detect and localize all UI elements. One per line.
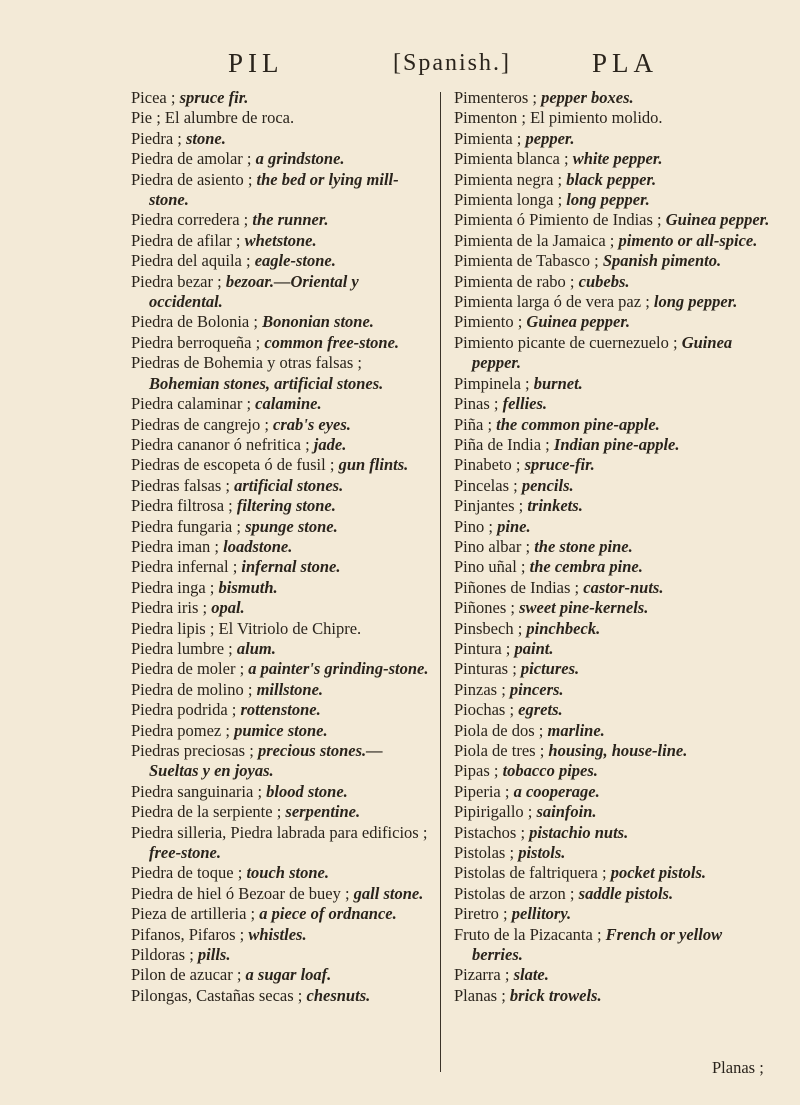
entry-headword: Pimienta de Tabasco ; bbox=[454, 251, 603, 271]
entry-translation: artificial stones. bbox=[234, 475, 344, 495]
entry-translation: serpentine. bbox=[285, 802, 361, 822]
entry-translation: pine. bbox=[497, 516, 531, 536]
entry-headword: Pizarra ; bbox=[454, 965, 514, 985]
dictionary-entry bbox=[454, 231, 770, 251]
entry-translation: housing, house-line. bbox=[548, 741, 688, 760]
entry-translation: spruce fir. bbox=[179, 88, 249, 107]
entry-translation: pistachio nuts. bbox=[529, 822, 629, 842]
entry-translation: marline. bbox=[547, 720, 605, 740]
dictionary-entry bbox=[131, 455, 435, 475]
entry-translation: precious stones.— Sueltas y en joyas. bbox=[149, 741, 383, 781]
entry-translation: long pepper. bbox=[566, 190, 650, 210]
dictionary-entry bbox=[454, 680, 770, 700]
dictionary-entry bbox=[454, 455, 770, 475]
dictionary-entry bbox=[131, 251, 435, 271]
entry-translation: bismuth. bbox=[218, 577, 278, 597]
entry-headword: Fruto de la Pizacanta ; bbox=[454, 924, 606, 944]
entry-translation: common free-stone. bbox=[264, 332, 400, 352]
entry-translation: gun flints. bbox=[338, 455, 409, 475]
dictionary-entry bbox=[454, 394, 770, 414]
dictionary-entry bbox=[454, 88, 770, 108]
entry-headword: Pinabeto ; bbox=[454, 455, 525, 475]
dictionary-entry bbox=[454, 129, 770, 149]
entry-translation: the bed or lying mill-stone. bbox=[149, 169, 399, 210]
entry-translation: cubebs. bbox=[578, 271, 630, 291]
dictionary-entry bbox=[454, 904, 770, 924]
entry-headword: Piedra corredera ; bbox=[131, 210, 253, 230]
entry-headword: Pinas ; bbox=[454, 394, 503, 414]
entry-translation: Indian pine-apple. bbox=[553, 434, 680, 454]
entry-translation: Guinea pepper. bbox=[472, 332, 733, 373]
header-left-guideword: PIL bbox=[228, 48, 284, 78]
entry-headword: Pimienta negra ; bbox=[454, 169, 567, 189]
entry-headword: Pino ; bbox=[454, 516, 498, 536]
dictionary-entry bbox=[131, 353, 435, 394]
entry-headword: Piedra sanguinaria ; bbox=[131, 781, 267, 801]
dictionary-entry bbox=[454, 251, 770, 271]
entry-headword: Pimienta de rabo ; bbox=[454, 271, 579, 291]
entry-translation: the common pine-apple. bbox=[496, 414, 660, 434]
dictionary-entry bbox=[131, 802, 435, 822]
dictionary-entry bbox=[131, 170, 435, 211]
entry-headword: Pimienta ; bbox=[454, 128, 526, 148]
entry-translation: brick trowels. bbox=[509, 985, 602, 1005]
dictionary-entry bbox=[131, 721, 435, 741]
entry-translation: a cooperage. bbox=[513, 781, 600, 801]
entry-translation: saddle pistols. bbox=[578, 883, 674, 903]
dictionary-entry bbox=[131, 741, 435, 782]
dictionary-entry bbox=[454, 925, 770, 966]
entry-headword: Piperia ; bbox=[454, 781, 514, 801]
entry-headword: Pimiento picante de cuernezuelo ; bbox=[454, 332, 682, 352]
dictionary-entry bbox=[454, 333, 770, 374]
entry-translation: Bononian stone. bbox=[262, 312, 374, 332]
entry-headword: Piedra bezar ; bbox=[131, 271, 226, 291]
entry-headword: Pildoras ; bbox=[131, 945, 198, 965]
dictionary-entry bbox=[131, 986, 435, 1006]
entry-translation: slate. bbox=[513, 965, 549, 985]
entry-headword: Piedra inga ; bbox=[131, 577, 219, 597]
entry-translation: bezoar.—Oriental y occidental. bbox=[149, 271, 359, 312]
dictionary-entry bbox=[131, 333, 435, 353]
entry-translation: infernal stone. bbox=[241, 557, 341, 577]
dictionary-entry bbox=[131, 394, 435, 414]
dictionary-entry bbox=[454, 149, 770, 169]
dictionary-entry bbox=[131, 904, 435, 924]
entry-translation: fellies. bbox=[502, 394, 548, 414]
entry-headword: Pistolas de arzon ; bbox=[454, 883, 579, 903]
dictionary-entry bbox=[454, 965, 770, 985]
entry-headword: Pimienta larga ó de vera paz ; bbox=[454, 292, 654, 312]
entry-translation: a painter's grinding-stone. bbox=[248, 659, 429, 679]
dictionary-entry bbox=[454, 190, 770, 210]
entry-headword: Pimienta blanca ; bbox=[454, 149, 573, 169]
dictionary-entry bbox=[454, 598, 770, 618]
dictionary-entry bbox=[131, 680, 435, 700]
entry-headword: Pintura ; bbox=[454, 638, 515, 658]
entry-translation: spruce-fir. bbox=[524, 455, 595, 475]
dictionary-entry bbox=[131, 925, 435, 945]
dictionary-entry bbox=[131, 659, 435, 679]
dictionary-entry bbox=[454, 802, 770, 822]
entry-translation: pinchbeck. bbox=[526, 618, 601, 638]
dictionary-entry bbox=[131, 619, 435, 639]
dictionary-entry bbox=[454, 517, 770, 537]
dictionary-entry bbox=[131, 578, 435, 598]
entry-translation: a sugar loaf. bbox=[245, 965, 332, 985]
entry-headword: Piedra ; bbox=[131, 128, 186, 148]
entry-translation: Bohemian stones, artificial stones. bbox=[149, 373, 384, 393]
entry-translation: alum. bbox=[236, 638, 276, 658]
dictionary-entry bbox=[131, 88, 435, 108]
dictionary-entry bbox=[131, 108, 435, 128]
entry-translation: the cembra pine. bbox=[529, 557, 643, 577]
entry-headword: Pimpinela ; bbox=[454, 373, 534, 393]
right-column bbox=[454, 88, 770, 1006]
entry-headword: Piedra de Bolonia ; bbox=[131, 312, 263, 332]
entry-headword: Piola de tres ; bbox=[454, 741, 549, 760]
entry-translation: a piece of ordnance. bbox=[259, 904, 397, 924]
entry-translation: rottenstone. bbox=[240, 700, 321, 720]
entry-translation: pimento or all-spice. bbox=[618, 230, 758, 250]
entry-headword: Pimienta de la Jamaica ; bbox=[454, 230, 619, 250]
entry-headword: Pimiento ; bbox=[454, 312, 527, 332]
dictionary-entry bbox=[454, 210, 770, 230]
entry-headword: Piedra cananor ó nefritica ; bbox=[131, 434, 314, 454]
dictionary-entry bbox=[131, 435, 435, 455]
entry-headword: Pino albar ; bbox=[454, 536, 535, 556]
entry-translation: white pepper. bbox=[572, 149, 663, 169]
dictionary-entry bbox=[131, 272, 435, 313]
header-language-label: [Spanish.] bbox=[393, 50, 511, 76]
entry-headword: Pistolas de faltriquera ; bbox=[454, 863, 611, 883]
dictionary-entry bbox=[131, 517, 435, 537]
entry-translation: sweet pine-kernels. bbox=[519, 598, 649, 618]
entry-headword: Piedra pomez ; bbox=[131, 720, 235, 740]
entry-headword: Piedra de la serpiente ; bbox=[131, 802, 286, 822]
entry-translation: pictures. bbox=[520, 659, 580, 679]
entry-headword: Picea ; bbox=[131, 88, 180, 107]
entry-headword: Pinzas ; bbox=[454, 679, 510, 699]
entry-headword: Piola de dos ; bbox=[454, 720, 548, 740]
entry-headword: Pilon de azucar ; bbox=[131, 965, 246, 985]
dictionary-entry bbox=[131, 231, 435, 251]
dictionary-entry bbox=[131, 823, 435, 864]
entry-translation: whistles. bbox=[248, 924, 307, 944]
left-column bbox=[131, 88, 435, 1006]
entry-headword: Pimienta longa ; bbox=[454, 190, 567, 210]
entry-headword: Pincelas ; bbox=[454, 475, 522, 495]
entry-headword: Piedras de Bohemia y otras falsas ; bbox=[131, 353, 362, 373]
entry-headword: Piochas ; bbox=[454, 700, 519, 720]
dictionary-entry bbox=[454, 884, 770, 904]
dictionary-entry bbox=[454, 496, 770, 516]
dictionary-entry bbox=[131, 863, 435, 883]
entry-headword: Planas ; bbox=[454, 985, 510, 1005]
entry-translation: opal. bbox=[211, 598, 245, 618]
entry-headword: Piña de India ; bbox=[454, 434, 554, 454]
entry-headword: Piedra calaminar ; bbox=[131, 394, 256, 414]
entry-translation: eagle-stone. bbox=[254, 251, 336, 271]
dictionary-entry bbox=[131, 210, 435, 230]
dictionary-entry bbox=[454, 700, 770, 720]
entry-headword: Piedra del aquila ; bbox=[131, 251, 255, 271]
entry-translation: the runner. bbox=[252, 210, 329, 230]
entry-headword: Pistachos ; bbox=[454, 822, 530, 842]
catchword: Planas ; bbox=[712, 1058, 764, 1077]
entry-headword: Pifanos, Pifaros ; bbox=[131, 924, 249, 944]
entry-translation: egrets. bbox=[518, 700, 563, 720]
dictionary-entry bbox=[131, 884, 435, 904]
entry-headword: Piedra podrida ; bbox=[131, 700, 241, 720]
entry-translation: tobacco pipes. bbox=[502, 761, 598, 781]
dictionary-entry bbox=[454, 986, 770, 1006]
entry-headword: Pinturas ; bbox=[454, 659, 521, 679]
dictionary-entry bbox=[131, 700, 435, 720]
dictionary-entry bbox=[131, 965, 435, 985]
entry-headword: Piedra iman ; bbox=[131, 536, 224, 556]
entry-translation: filtering stone. bbox=[236, 496, 336, 516]
entry-headword: Piedra de asiento ; bbox=[131, 169, 257, 189]
entry-translation: pincers. bbox=[509, 679, 564, 699]
dictionary-entry bbox=[131, 496, 435, 516]
dictionary-entry bbox=[131, 557, 435, 577]
entry-headword: Piedra de molino ; bbox=[131, 679, 257, 699]
entry-translation: crab's eyes. bbox=[273, 414, 351, 434]
entry-headword: Piñones de Indias ; bbox=[454, 577, 584, 597]
dictionary-entry bbox=[454, 108, 770, 128]
dictionary-entry bbox=[454, 374, 770, 394]
entry-headword: Piedra filtrosa ; bbox=[131, 496, 237, 516]
entry-headword: Pieza de artilleria ; bbox=[131, 904, 260, 924]
entry-headword: Pie ; El alumbre de roca. bbox=[131, 108, 295, 128]
entry-translation: pistols. bbox=[518, 843, 566, 863]
entry-translation: chesnuts. bbox=[306, 985, 371, 1005]
entry-translation: Guinea pepper. bbox=[526, 312, 631, 332]
dictionary-entry bbox=[454, 741, 770, 761]
entry-headword: Piedra de hiel ó Bezoar de buey ; bbox=[131, 883, 354, 903]
dictionary-entry bbox=[131, 782, 435, 802]
dictionary-entry bbox=[454, 170, 770, 190]
entry-headword: Piedra de toque ; bbox=[131, 863, 247, 883]
entry-translation: the stone pine. bbox=[534, 536, 633, 556]
entry-translation: pumice stone. bbox=[234, 720, 328, 740]
dictionary-entry bbox=[454, 272, 770, 292]
entry-translation: jade. bbox=[313, 434, 347, 454]
entry-translation: burnet. bbox=[533, 373, 583, 393]
entry-translation: blood stone. bbox=[266, 781, 348, 801]
entry-translation: touch stone. bbox=[246, 863, 329, 883]
entry-headword: Piedra silleria, Piedra labrada para edificios ; bbox=[131, 822, 428, 842]
dictionary-entry bbox=[454, 659, 770, 679]
entry-headword: Piedra fungaria ; bbox=[131, 516, 246, 536]
dictionary-entry bbox=[131, 639, 435, 659]
dictionary-entry bbox=[454, 782, 770, 802]
entry-headword: Pistolas ; bbox=[454, 843, 519, 863]
entry-headword: Piedra de amolar ; bbox=[131, 149, 256, 169]
dictionary-entry bbox=[454, 435, 770, 455]
entry-headword: Pipirigallo ; bbox=[454, 802, 537, 822]
entry-translation: pepper boxes. bbox=[541, 88, 634, 107]
entry-translation: Guinea pepper. bbox=[665, 210, 770, 230]
dictionary-entry bbox=[131, 476, 435, 496]
entry-translation: millstone. bbox=[256, 679, 324, 699]
dictionary-entry bbox=[454, 557, 770, 577]
entry-headword: Piedra berroqueña ; bbox=[131, 332, 265, 352]
entry-translation: paint. bbox=[514, 638, 554, 658]
entry-translation: loadstone. bbox=[223, 536, 293, 556]
entry-translation: calamine. bbox=[255, 394, 322, 414]
entry-headword: Piedra iris ; bbox=[131, 598, 212, 618]
entry-translation: pellitory. bbox=[511, 904, 572, 924]
dictionary-entry bbox=[454, 415, 770, 435]
entry-headword: Pipas ; bbox=[454, 761, 503, 781]
entry-headword: Pimienta ó Pimiento de Indias ; bbox=[454, 210, 666, 230]
page-header bbox=[0, 48, 800, 84]
entry-translation: spunge stone. bbox=[245, 516, 338, 536]
entry-headword: Pimenteros ; bbox=[454, 88, 542, 107]
entry-headword: Piedra de afilar ; bbox=[131, 230, 245, 250]
entry-translation: castor-nuts. bbox=[583, 577, 664, 597]
dictionary-entry bbox=[454, 312, 770, 332]
entry-headword: Pilongas, Castañas secas ; bbox=[131, 985, 307, 1005]
entry-headword: Pino uñal ; bbox=[454, 557, 530, 577]
entry-translation: pocket pistols. bbox=[610, 863, 707, 883]
entry-headword: Piedra infernal ; bbox=[131, 557, 242, 577]
dictionary-entry bbox=[454, 619, 770, 639]
entry-translation: French or yellow berries. bbox=[472, 924, 723, 965]
header-right-guideword: PLA bbox=[592, 48, 659, 78]
entry-headword: Piedras de cangrejo ; bbox=[131, 414, 274, 434]
entry-headword: Piedras falsas ; bbox=[131, 475, 235, 495]
entry-headword: Pimenton ; El pimiento molido. bbox=[454, 108, 663, 128]
entry-headword: Piedras preciosas ; bbox=[131, 741, 258, 760]
dictionary-entry bbox=[454, 843, 770, 863]
entry-headword: Pinjantes ; bbox=[454, 496, 528, 516]
dictionary-entry bbox=[454, 863, 770, 883]
entry-headword: Piedras de escopeta ó de fusil ; bbox=[131, 455, 339, 475]
entry-headword: Pinsbech ; bbox=[454, 618, 527, 638]
dictionary-entry bbox=[131, 312, 435, 332]
dictionary-entry bbox=[454, 761, 770, 781]
dictionary-entry bbox=[131, 945, 435, 965]
entry-headword: Piedra de moler ; bbox=[131, 659, 249, 679]
dictionary-entry bbox=[131, 149, 435, 169]
entry-translation: gall stone. bbox=[353, 883, 424, 903]
entry-headword: Piedra lumbre ; bbox=[131, 638, 237, 658]
entry-translation: trinkets. bbox=[527, 496, 583, 516]
dictionary-entry bbox=[454, 721, 770, 741]
entry-headword: Piñones ; bbox=[454, 598, 520, 618]
dictionary-entry bbox=[131, 537, 435, 557]
dictionary-entry bbox=[131, 598, 435, 618]
entry-translation: sainfoin. bbox=[536, 802, 597, 822]
entry-translation: pencils. bbox=[521, 475, 574, 495]
column-divider bbox=[440, 92, 441, 1072]
entry-translation: a grindstone. bbox=[255, 149, 345, 169]
entry-translation: long pepper. bbox=[653, 292, 738, 312]
dictionary-entry bbox=[454, 537, 770, 557]
entry-headword: Piedra lipis ; El Vitriolo de Chipre. bbox=[131, 618, 362, 638]
dictionary-entry bbox=[454, 639, 770, 659]
dictionary-entry bbox=[454, 578, 770, 598]
entry-translation: pills. bbox=[197, 945, 231, 965]
entry-headword: Piretro ; bbox=[454, 904, 512, 924]
entry-translation: black pepper. bbox=[566, 169, 657, 189]
dictionary-entry bbox=[131, 415, 435, 435]
entry-translation: whetstone. bbox=[244, 230, 317, 250]
entry-translation: stone. bbox=[186, 128, 226, 148]
entry-translation: Spanish pimento. bbox=[602, 251, 722, 271]
dictionary-entry bbox=[454, 823, 770, 843]
entry-translation: free-stone. bbox=[149, 843, 221, 863]
dictionary-entry bbox=[131, 129, 435, 149]
entry-headword: Piña ; bbox=[454, 414, 497, 434]
dictionary-entry bbox=[454, 476, 770, 496]
dictionary-entry bbox=[454, 292, 770, 312]
entry-translation: pepper. bbox=[525, 128, 575, 148]
